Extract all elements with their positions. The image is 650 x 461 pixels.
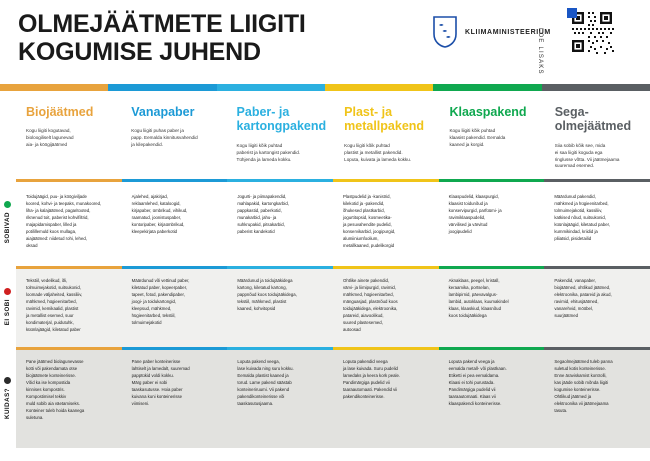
cell-text-kuidas-1: Pane paber konteinerisse lahtiselt ja lamedalt, suuremad papptükid voldi kokku. Märg paber ei sobi taaskasutusse. Hoia paber kuivana kuni konteinerisse viimiseni. [131,359,190,406]
cell-text-sobivad-2: Jogurti- ja piimapakendid, mahlapakid, kartongkarbid, pappkastid, paberkotid, munakarbid, jahu- ja suhkrupakid, pitsakarbid, paberist kandekotid [237,194,289,234]
color-swatch-plastic [325,84,433,91]
rail-suitable [0,179,14,266]
cell-text-kuidas-5: Segaolmejäätmed tuleb panna suletud kotis konteinerisse. Enne äraviskamist kontrolli, kas jääde sobib mõnda liigiti kogumise konteinerisse. Ohtlikud jäätmed ja elektroonika vii jäätmejaama tasuta. [554,359,613,413]
column-header-5 [545,91,650,179]
cell-eisobi-0 [16,269,122,347]
column-title-5: Sega- olmejäätmed [554,105,632,134]
column-header-1 [121,91,226,179]
band-not-suitable-cells [0,269,650,347]
column-subtitle-4: Kogu liigiti kõik puhtad klaasist pakendid. Eemalda kaaned ja korgid. [449,128,506,148]
cell-text-sobivad-1: Ajalehed, ajakirjad, reklaamlehed, kataloogid, kirjapaber, ümbrikud, vihikud, raamatud, joonistuspaber, kontoripaber, kirjaümbrikud, kleepekirjata paberkotid [131,194,188,234]
column-header-3 [334,91,439,179]
page-title [18,10,438,66]
status-dot-suitable [4,201,11,208]
color-swatch-cardboard [217,84,325,91]
footer-strip [0,448,650,461]
column-subtitle-5: Siia sobib kõik see, mida ei saa liigiti koguda ega ringlusse võtta. Vii jäätmejaama suuremad esemed. [554,142,620,169]
cell-text-sobivad-5: Määrdunud pakendid, mähkmed ja hügieenitarbed, tolmuimejakotid, kassiliiv, katkised nõud, suitsukonid, küünlajäägid, kiletatud paber, kummikindad, kriidid ja pliiatsid, pisidetailid [554,194,610,241]
cell-text-eisobi-2: Määrdunud ja toidujääkidega kartong, kiletatud kartong, pappnõud koos toidujääkidega, tekstiil, mähkmed, plastist kaaned, kohvitopsid [237,278,297,311]
cell-eisobi-3 [333,269,439,347]
column-header-4 [439,91,544,179]
estonia-coat-of-arms-icon [432,16,458,48]
band-how-cells [0,350,650,448]
color-swatch-mixed [542,84,650,91]
cell-sobivad-4 [439,182,545,266]
cell-text-sobivad-0: Toidujäägid, puu- ja köögiviljade koored, kohvi- ja teepaks, munakoored, liha- ja kalajäätmed, pagaritooted, riknenud toit, paberist kohvifiltrid, majapidamispaber, lilled ja potilillemuld koos mullaga, aiajäätmed: niidetud rohi, lehed, oksad [26,194,102,248]
cell-text-kuidas-0: Pane jäätmed biolagunevasse kotti või pakendamata otse biojäätmete konteinerisse. Võid ka ise kompostida kinnises kompostris. Kompostimisel tekkiv muld sobib aia väetamiseks. Konteiner tuleb hoida kaanega suletuna. [26,359,85,420]
column-subtitle-0: Kogu liigiti kogutavad, bioloogiliselt lagunevad aia- ja köögijäätmed [26,128,74,148]
category-color-bar [0,84,650,91]
cell-text-eisobi-5: Pakendid, vanapaber, biojäätmed, ohtlikud jäätmed, elektroonika, patareid ja akud, ravimid, ehitusjäätmed, vanarehvid, mööbel, suurjäätmed [554,278,612,318]
column-title-2: Paber- ja kartongpakend [236,105,327,134]
cell-eisobi-2 [227,269,333,347]
qr-badge-icon [567,8,577,18]
cell-sobivad-0 [16,182,122,266]
page-title-line1: OLMEJÄÄTMETE LIIGITI [18,10,306,38]
column-subtitle-2: Kogu liigiti kõik puhtad paberist ja kartongist pakendid. Tühjenda ja lameda kokku. [236,142,301,162]
cell-eisobi-1 [122,269,228,347]
cell-text-eisobi-4: Aknaklaas, peegel, kristall, keraamika, portselan, lambipirnid, päevavalgus- lambid, autoklaas, kuumakindel klaas, klaaskiud, klaasnõud koos toidujääkidega [448,278,509,318]
column-title-3: Plast- ja metallpakend [344,105,425,134]
cell-text-eisobi-0: Tekstiil, vedelikud, õli, tolmuimejakotid, suitsukonid, loomade väljaheited, kassiliiv, mähkmed, hügieenitarbed, ravimid, kemikaalid, plastist ja metallist esemed, suur kondimaterjal, puidutuhk, küünlajäägid, kiletatud paber [26,278,83,332]
qr-code[interactable] [570,10,614,54]
cell-text-sobivad-4: Klaaspudelid, klaaspurgid, klaasist toidunõud ja konservipurgid, parfüümi- ja ravimiklaaspudelid, värvilised ja värvitud joogipudelid [448,194,502,234]
rail-not-suitable [0,266,14,347]
ministry-name: KLIIMAMINISTEERIUM [465,28,551,36]
band-suitable [0,179,650,266]
cell-kuidas-3 [333,350,439,448]
column-headers [0,91,650,179]
band-how [0,347,650,448]
cell-sobivad-2 [227,182,333,266]
ministry-logo [432,16,551,48]
cell-kuidas-1 [122,350,228,448]
cell-text-kuidas-3: Loputa pakendid veega ja lase kuivada. Suru pudelid lamedaks ja keera kork peale. Pandimärgiga pudelid vii taaraautomaati. Pakendid vii pakendikonteinerisse. [342,359,401,399]
cell-eisobi-4 [439,269,545,347]
rail-label-not-suitable: EI SOBI [3,298,11,326]
column-title-1: Vanapaber [131,105,195,119]
status-dot-not-suitable [4,288,11,295]
band-suitable-cells [0,182,650,266]
color-swatch-glass [433,84,541,91]
rail-label-how: KUIDAS? [3,387,11,419]
column-subtitle-1: Kogu liigiti puhas paber ja papp. Eemalda kinnitusvahendid ja kilepakendid. [131,128,198,148]
page-title-line2: KOGUMISE JUHEND [18,38,261,66]
column-title-0: Biojäätmed [26,105,94,119]
rail-how [0,347,14,448]
color-swatch-bio [0,84,108,91]
cell-text-eisobi-3: Ohtlike ainete pakendid, värvi- ja liimipurgid, ravimid, mähkmed, hügieenitarbed, mänguasjad, plastnõud koos toidujääkidega, elektroonika, patareid, aiavoolikud, suured plastesemed, autoosad [342,278,398,332]
read-more-label: LOE LISAKS [537,28,543,75]
cell-sobivad-1 [122,182,228,266]
rail-label-suitable: SOBIVAD [3,212,11,244]
column-header-2 [227,91,335,179]
status-dot-how [4,377,11,384]
band-not-suitable [0,266,650,347]
cell-kuidas-4 [439,350,545,448]
cell-text-kuidas-2: Loputa pakend veega, lase kuivada ning suru kokku. Eemalda plastist kaaned ja torud. Lame pakend säästab konteineriruumi. Vii pakend pakendikonteinerisse või taaskasutusjaama. [237,359,294,406]
cell-kuidas-5 [544,350,650,448]
poster-header [0,0,650,84]
cell-kuidas-2 [227,350,333,448]
column-subtitle-3: Kogu liigiti kõik puhtad plastist ja metallist pakendid. Loputa, kuivata ja lameda kokku. [344,142,412,162]
cell-kuidas-0 [16,350,122,448]
column-header-0 [16,91,121,179]
cell-text-kuidas-4: Loputa pakend veega ja eemalda metall- või plastkaan. Etiketti ei pea eemaldama. Klaasi ei tohi purustada. Pandimärgiga pudelid vii taaraautomaati. Klaas vii klaaspakendi konteinerisse. [448,359,507,406]
cell-eisobi-5 [544,269,650,347]
cell-text-sobivad-3: Plastpudelid ja -kanistrid, kilekotid ja -pakendid, õhukesed plastkarbid, jogurtitopsid, kosmeetika- ja pesuvahendite pudelid, konservikarbid, joogipurgid, alumiiniumfoolium, metallkaaned, pudelikorgid [342,194,396,248]
cell-text-eisobi-1: Määrdunud või vettinud paber, kiletatud paber, kopeerpaber, tapeet, fotod, pakendipaber, joogi- ja toidukartongid, kleepsud, mähkmed, hügieenitarbed, tekstiil, tolmuimejakotid [131,278,190,325]
cell-sobivad-3 [333,182,439,266]
column-title-4: Klaaspakend [449,105,527,119]
cell-sobivad-5 [544,182,650,266]
color-swatch-paper [108,84,216,91]
